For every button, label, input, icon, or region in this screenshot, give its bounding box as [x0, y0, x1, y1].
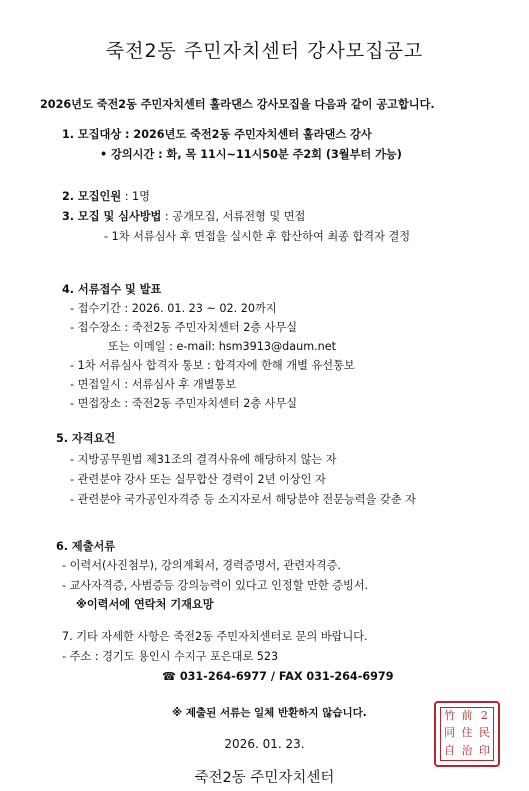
section-4-line: - 1차 서류심사 합격자 통보 : 합격자에 한해 개별 유선통보	[70, 359, 355, 372]
organization-name: 죽전2동 주민자치센터	[194, 770, 335, 786]
seal-glyph: 民	[478, 726, 490, 740]
section-7-address: - 주소 : 경기도 용인시 수지구 포은대로 523	[62, 650, 279, 663]
section-5-line: - 관련분야 강사 또는 실무합산 경력이 2년 이상인 자	[70, 473, 326, 486]
section-3	[62, 210, 305, 224]
section-3-value: : 공개모집, 서류전형 및 면접	[161, 210, 306, 223]
section-4-line: - 접수장소 : 죽전2동 주민자치센터 2층 사무실	[70, 321, 298, 334]
section-4-heading: 4. 서류접수 및 발표	[62, 283, 162, 296]
section-6-line: - 교사자격증, 사범증등 강의능력이 있다고 인정할 만한 증빙서.	[62, 579, 369, 592]
section-2-label: 2. 모집인원	[62, 190, 122, 203]
seal-glyph: 同	[444, 726, 456, 740]
seal-glyph: 前	[461, 709, 473, 722]
seal-glyph: 住	[461, 726, 473, 740]
section-4-line: - 접수기간 : 2026. 01. 23 ~ 02. 20까지	[70, 302, 277, 315]
section-5-heading: 5. 자격요건	[56, 432, 116, 445]
seal-glyph: 印	[478, 743, 490, 757]
section-5-line: - 지방공무원법 제31조의 결격사유에 해당하지 않는 자	[70, 453, 337, 466]
notice-date: 2026. 01. 23.	[224, 737, 305, 751]
section-1-heading: 1. 모집대상 : 2026년도 죽전2동 주민자치센터 훌라댄스 강사	[62, 128, 372, 141]
intro-text: 2026년도 죽전2동 주민자치센터 훌라댄스 강사모집을 다음과 같이 공고합니다.	[40, 98, 435, 111]
section-6-heading: 6. 제출서류	[56, 540, 116, 553]
section-1-time: • 강의시간 : 화, 목 11시~11시50분 주2회 (3월부터 가능)	[100, 148, 402, 161]
seal-glyph: 治	[461, 743, 473, 757]
section-3-label: 3. 모집 및 심사방법	[62, 210, 162, 223]
section-7-heading: 7. 기타 자세한 사항은 죽전2동 주민자치센터로 문의 바랍니다.	[62, 630, 368, 643]
section-2	[62, 190, 150, 204]
section-6-note: ※이력서에 연락처 기재요망	[76, 598, 214, 611]
seal-grid	[440, 707, 494, 761]
official-seal	[434, 701, 500, 767]
page-title: 죽전2동 주민자치센터 강사모집공고	[105, 40, 424, 62]
section-2-value: : 1명	[121, 190, 150, 203]
seal-glyph: 竹	[444, 709, 456, 722]
seal-glyph: 自	[444, 743, 456, 757]
section-3-detail: - 1차 서류심사 후 면접을 실시한 후 합산하여 최종 합격자 결정	[104, 230, 411, 243]
section-6-line: - 이력서(사진첨부), 강의계획서, 경력증명서, 관련자격증.	[62, 559, 341, 572]
section-4-email: 또는 이메일 : e-mail: hsm3913@daum.net	[108, 340, 337, 353]
no-return-notice: ※ 제출된 서류는 일체 반환하지 않습니다.	[172, 707, 367, 719]
seal-glyph: 2	[480, 709, 488, 722]
section-4-line: - 면접일시 : 서류심사 후 개별통보	[70, 378, 237, 391]
section-5-line: - 관련분야 국가공인자격증 등 소지자로서 해당분야 전문능력을 갖춘 자	[70, 493, 416, 506]
section-7-phone: ☎ 031-264-6977 / FAX 031-264-6979	[162, 670, 394, 683]
section-4-line: - 면접장소 : 죽전2동 주민자치센터 2층 사무실	[70, 397, 298, 410]
